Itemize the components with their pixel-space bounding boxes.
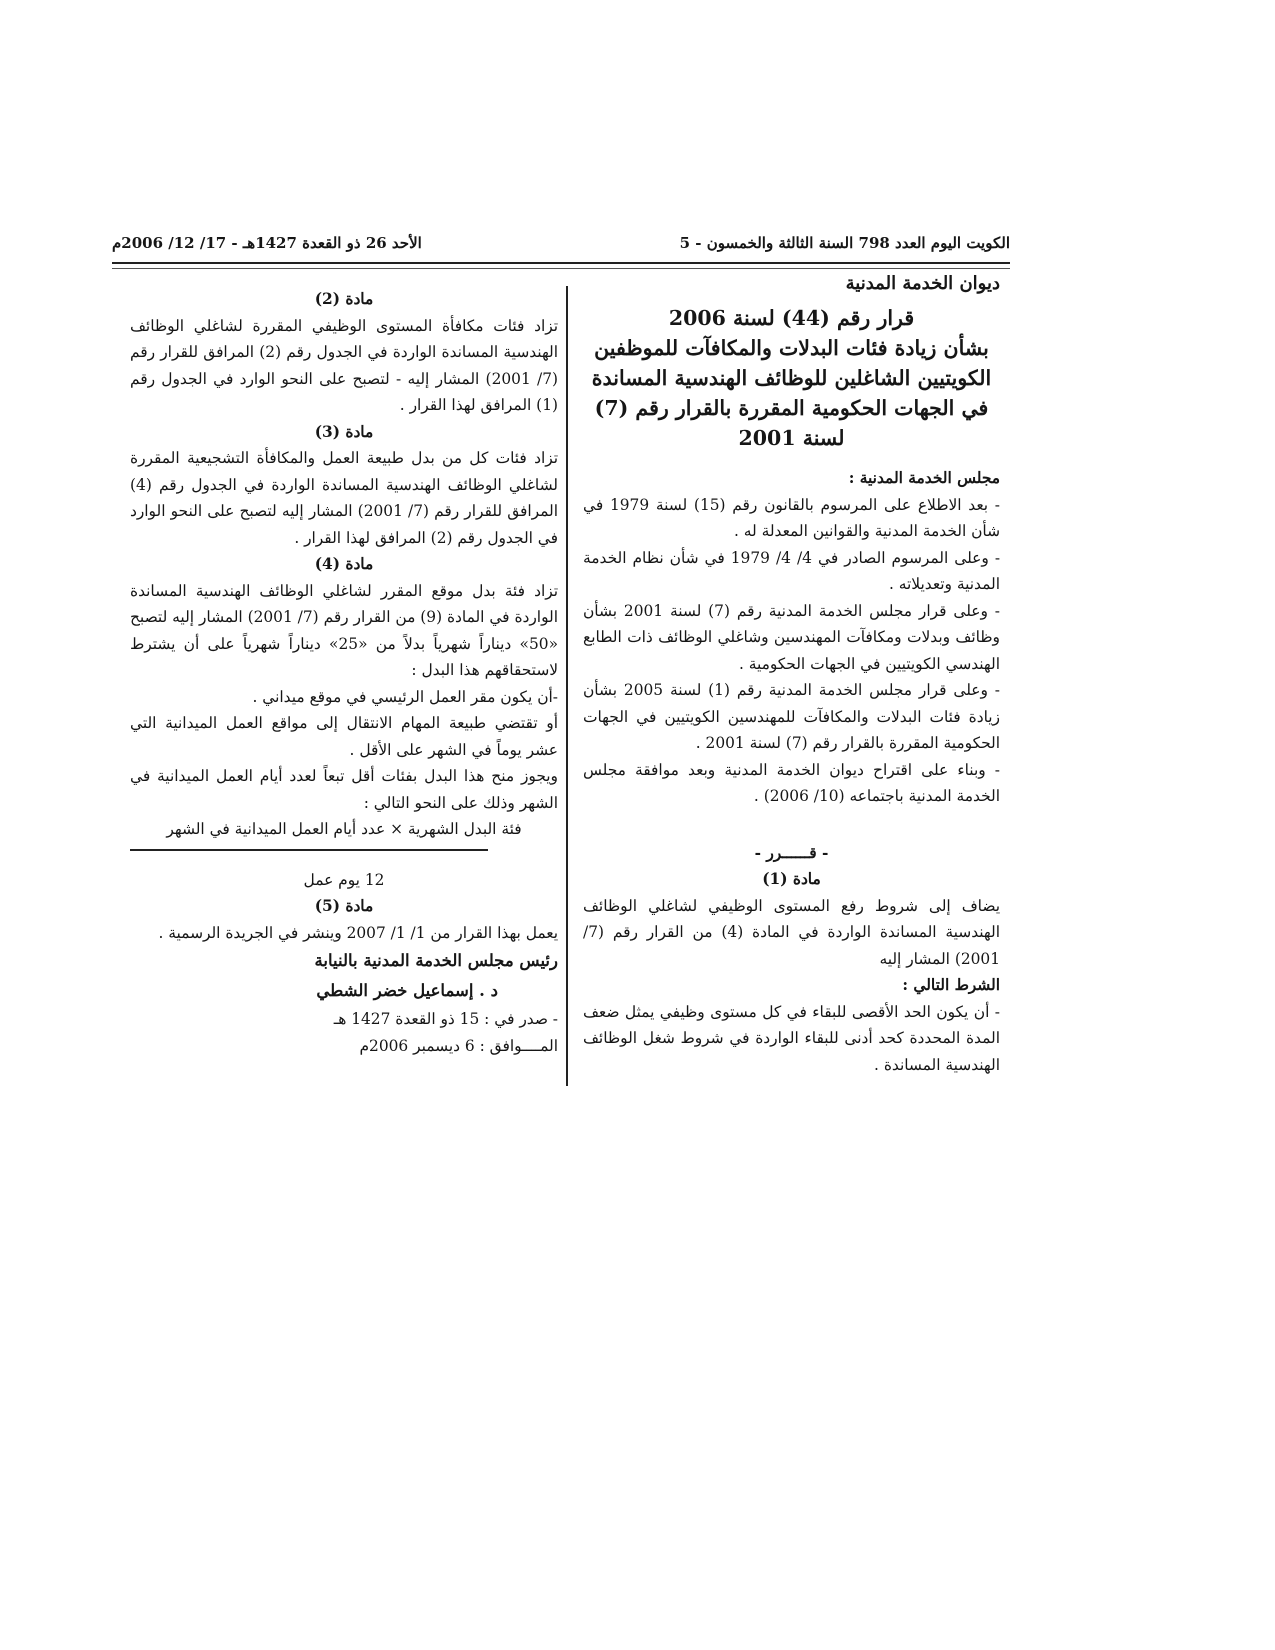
header-issue-info: الكويت اليوم العدد 798 السنة الثالثة والخمسون - 5	[679, 234, 1010, 252]
preamble-item: - وعلى قرار مجلس الخدمة المدنية رقم (7) لسنة 2001 بشأن وظائف وبدلات ومكافآت المهندسين وشاغلي الوظائف ذات الطابع الهندسي الكويتيين في الجهات الحكومية .	[583, 601, 1000, 673]
signatory-name: د . إسماعيل خضر الشطي	[316, 981, 498, 1000]
article-2-text: تزاد فئات مكافأة المستوى الوظيفي المقررة لشاغلي الوظائف الهندسية المساندة الواردة في الجدول رقم (2) المرافق للقرار رقم (7/ 2001) المشار إليه - لتصبح على النحو الوارد في الجدول رقم (1) المرافق لهذا القرار .	[130, 316, 558, 414]
condition-text: - أن يكون الحد الأقصى للبقاء في كل مستوى وظيفي يمثل ضعف المدة المحددة كحد أدنى للبقاء الواردة في شروط شغل الوظائف الهندسية المساندة .	[583, 1002, 1000, 1074]
article-5-title: مادة (5)	[314, 897, 374, 915]
title-line: قرار رقم (44) لسنة 2006	[668, 306, 915, 330]
article-4-text: تزاد فئة بدل موقع المقرر لشاغلي الوظائف الهندسية المساندة الواردة في المادة (9) من القرار رقم (7/ 2001) المشار إليه لتصبح «50» ديناراً شهرياً بدلاً من «25» ديناراً شهرياً على أن يشترط لاستحقاقهم هذا البدل :	[130, 581, 558, 679]
decision-heading: - قــــــرر -	[754, 843, 829, 862]
article-3-title: مادة (3)	[314, 422, 374, 441]
preamble-item: - وبناء على اقتراح ديوان الخدمة المدنية وبعد موافقة مجلس الخدمة المدنية باجتماعه (10/ 2006) .	[583, 760, 1000, 805]
article-4-condition: أو تقتضي طبيعة المهام الانتقال إلى مواقع العمل الميدانية التي عشر يوماً في الشهر على الأقل .	[130, 714, 558, 759]
article-1-title: مادة (1)	[762, 870, 821, 888]
preamble-item: - وعلى قرار مجلس الخدمة المدنية رقم (1) لسنة 2005 بشأن زيادة فئات البدلات والمكافآت للمهندسين الكويتيين في الجهات الحكومية المقررة بالقرار رقم (7) لسنة 2001 .	[583, 681, 1000, 752]
issue-date: - صدر في : 15 ذو القعدة 1427 هـ	[333, 1010, 558, 1028]
department-name: ديوان الخدمة المدنية	[845, 273, 1000, 294]
page-header	[112, 228, 1010, 258]
left-column	[130, 286, 558, 1059]
article-5-text: يعمل بهذا القرار من 1/ 1/ 2007 وينشر في الجريدة الرسمية .	[158, 923, 558, 942]
council-heading: مجلس الخدمة المدنية :	[848, 469, 1000, 487]
article-3-text: تزاد فئات كل من بدل طبيعة العمل والمكافأة التشجيعية المقررة لشاغلي الوظائف الهندسية المساندة الواردة في الجدول رقم (4) المرافق للقرار رقم (7/ 2001) المشار إليه لتصبح على النحو الوارد في الجدول رقم (2) المرافق لهذا القرار .	[130, 449, 559, 547]
formula-numerator: فئة البدل الشهرية × عدد أيام العمل الميدانية في الشهر	[166, 820, 522, 838]
preamble-item: - وعلى المرسوم الصادر في 4/ 4/ 1979 في شأن نظام الخدمة المدنية وتعديلاته .	[583, 548, 1001, 593]
header-rule-thin	[112, 268, 1010, 269]
column-divider	[566, 286, 568, 1086]
article-1-text: يضاف إلى شروط رفع المستوى الوظيفي لشاغلي الوظائف الهندسية المساندة الواردة في المادة (4) من القرار رقم (7/ 2001) المشار إليه	[583, 896, 1000, 968]
header-date: الأحد 26 ذو القعدة 1427هـ - 17/ 12/ 2006م	[112, 234, 422, 252]
header-rule	[112, 262, 1010, 264]
article-4-condition: ويجوز منح هذا البدل بفئات أقل تبعاً لعدد أيام العمل الميدانية في الشهر وذلك على النحو التالي :	[130, 767, 558, 812]
article-4-condition: -أن يكون مقر العمل الرئيسي في موقع ميداني .	[252, 687, 558, 706]
decision-title	[583, 303, 1000, 453]
title-line: الكويتيين الشاغلين للوظائف الهندسية المساندة	[591, 366, 992, 390]
condition-title: الشرط التالي :	[902, 976, 1000, 994]
title-line: في الجهات الحكومية المقررة بالقرار رقم (7) لسنة 2001	[594, 396, 989, 450]
right-column	[583, 271, 1000, 1078]
title-line: بشأن زيادة فئات البدلات والمكافآت للموظفين	[594, 336, 989, 360]
article-2-title: مادة (2)	[314, 290, 374, 308]
preamble-item: - بعد الاطلاع على المرسوم بالقانون رقم (15) لسنة 1979 في شأن الخدمة المدنية والقوانين المعدلة له .	[583, 495, 1000, 540]
corresponding-date: المــــوافق : 6 ديسمبر 2006م	[359, 1036, 558, 1055]
article-4-title: مادة (4)	[314, 555, 374, 573]
formula-fraction-bar	[130, 849, 488, 851]
formula-denominator: 12 يوم عمل	[303, 870, 385, 889]
signatory-title: رئيس مجلس الخدمة المدنية بالنيابة	[314, 951, 558, 970]
